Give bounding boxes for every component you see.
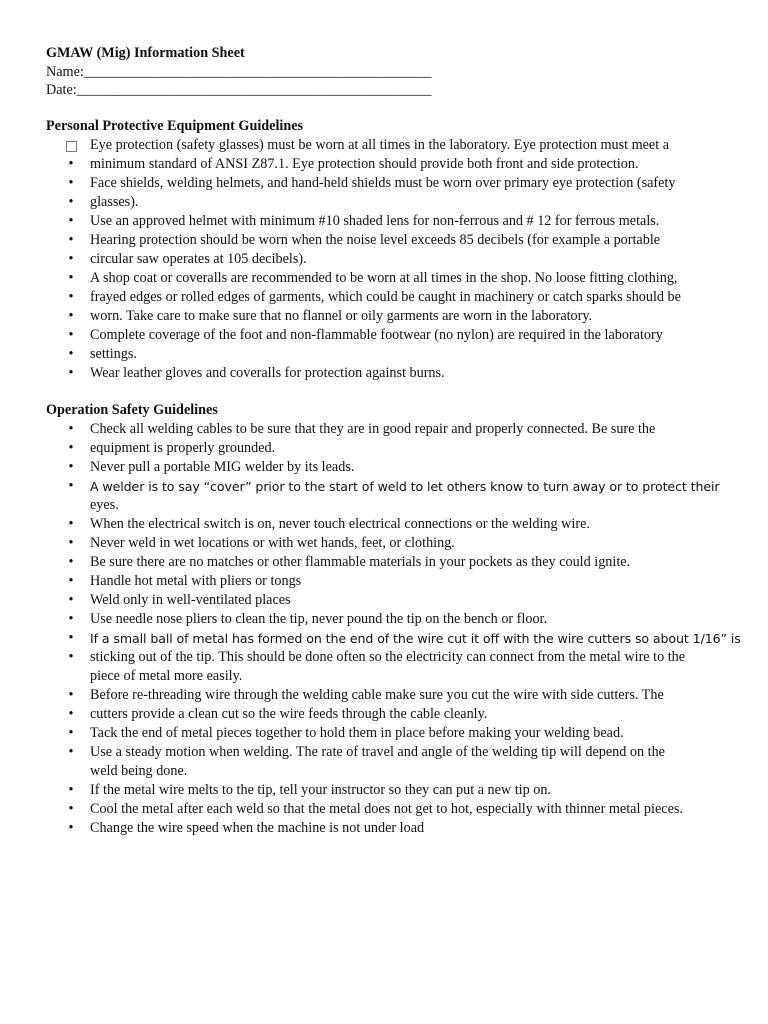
bullet-icon: •	[68, 649, 74, 665]
list-item: piece of metal more easily.	[90, 668, 243, 684]
bullet-icon: •	[68, 459, 74, 475]
bullet-icon: •	[68, 573, 74, 589]
list-item: • equipment is properly grounded.	[46, 439, 736, 458]
date-field-line: Date:__________________________________________________	[46, 82, 432, 98]
list-item: • circular saw operates at 105 decibels).	[46, 250, 736, 269]
ppe-list	[46, 136, 736, 383]
list-item: • Wear leather gloves and coveralls for protection against burns.	[46, 364, 736, 383]
bullet-icon: •	[68, 194, 74, 210]
bullet-icon: •	[68, 801, 74, 817]
list-item: • Be sure there are no matches or other flammable materials in your pockets as they could ignite.	[46, 553, 736, 572]
bullet-icon: •	[68, 554, 74, 570]
list-item: • Face shields, welding helmets, and hand-held shields must be worn over primary eye protection (safety	[46, 174, 736, 193]
bullet-icon: •	[68, 535, 74, 551]
list-item: • Change the wire speed when the machine is not under load	[46, 819, 736, 838]
list-item: • Use a steady motion when welding. The rate of travel and angle of the welding tip will depend on the	[46, 743, 736, 762]
ppe-heading: Personal Protective Equipment Guidelines	[46, 118, 304, 134]
bullet-icon: •	[68, 327, 74, 343]
bullet-icon: •	[68, 630, 74, 646]
bullet-icon: •	[68, 592, 74, 608]
bullet-icon: •	[68, 346, 74, 362]
list-item: • Weld only in well-ventilated places	[46, 591, 736, 610]
operation-heading: Operation Safety Guidelines	[46, 402, 218, 418]
bullet-icon: •	[68, 725, 74, 741]
list-item: • Never weld in wet locations or with wet hands, feet, or clothing.	[46, 534, 736, 553]
bullet-icon: •	[68, 251, 74, 267]
list-item: • Check all welding cables to be sure that they are in good repair and properly connected. Be sure the	[46, 420, 736, 439]
bullet-icon: •	[68, 478, 74, 494]
list-item: • Cool the metal after each weld so that the metal does not get to hot, especially with thinner metal pieces.	[46, 800, 736, 819]
list-item: • sticking out of the tip. This should be done often so the electricity can connect from the metal wire to the	[46, 648, 736, 667]
bullet-icon: •	[68, 516, 74, 532]
list-item: • A shop coat or coveralls are recommended to be worn at all times in the shop. No loose fitting clothing,	[46, 269, 736, 288]
list-item: • worn. Take care to make sure that no flannel or oily garments are worn in the laboratory.	[46, 307, 736, 326]
list-item: • Hearing protection should be worn when the noise level exceeds 85 decibels (for example a portable	[46, 231, 736, 250]
bullet-icon: •	[68, 687, 74, 703]
list-item: • Tack the end of metal pieces together to hold them in place before making your welding bead.	[46, 724, 736, 743]
list-item: eyes.	[90, 497, 119, 513]
list-item: • When the electrical switch is on, never touch electrical connections or the welding wire.	[46, 515, 736, 534]
document-title: GMAW (Mig) Information Sheet	[46, 45, 245, 61]
operation-list	[46, 420, 741, 838]
list-item: • minimum standard of ANSI Z87.1. Eye protection should provide both front and side protection.	[46, 155, 736, 174]
bullet-icon: •	[68, 232, 74, 248]
list-item: • settings.	[46, 345, 736, 364]
list-item: • Handle hot metal with pliers or tongs	[46, 572, 736, 591]
bullet-icon: •	[68, 156, 74, 172]
spacer	[46, 99, 736, 117]
list-item: • If the metal wire melts to the tip, tell your instructor so they can put a new tip on.	[46, 781, 736, 800]
list-item: • glasses).	[46, 193, 736, 212]
bullet-icon: •	[68, 611, 74, 627]
bullet-icon: •	[68, 744, 74, 760]
list-item: • If a small ball of metal has formed on the end of the wire cut it off with the wire cutters so about 1/16” is	[46, 629, 736, 648]
list-item: Eye protection (safety glasses) must be worn at all times in the laboratory. Eye protection must meet a	[46, 136, 736, 155]
list-item: • Use an approved helmet with minimum #10 shaded lens for non-ferrous and # 12 for ferrous metals.	[46, 212, 736, 231]
spacer	[46, 383, 736, 401]
list-item: • A welder is to say “cover” prior to the start of weld to let others know to turn away or to protect their	[46, 477, 736, 496]
list-item: • Before re-threading wire through the welding cable make sure you cut the wire with side cutters. The	[46, 686, 736, 705]
bullet-icon: •	[68, 365, 74, 381]
list-item: • frayed edges or rolled edges of garments, which could be caught in machinery or catch sparks should be	[46, 288, 736, 307]
bullet-icon: •	[68, 820, 74, 836]
list-item: • Use needle nose pliers to clean the tip, never pound the tip on the bench or floor.	[46, 610, 736, 629]
document-page	[46, 44, 741, 838]
bullet-icon: •	[68, 308, 74, 324]
bullet-icon: •	[68, 289, 74, 305]
list-item: weld being done.	[90, 763, 188, 779]
name-field-line: Name:_________________________________________________	[46, 64, 432, 80]
bullet-icon: •	[68, 270, 74, 286]
bullet-icon: •	[68, 421, 74, 437]
list-item: • Complete coverage of the foot and non-flammable footwear (no nylon) are required in the laboratory	[46, 326, 736, 345]
bullet-icon: •	[68, 782, 74, 798]
list-item: • Never pull a portable MIG welder by its leads.	[46, 458, 736, 477]
bullet-icon: •	[68, 440, 74, 456]
bullet-icon: •	[68, 213, 74, 229]
list-item: • cutters provide a clean cut so the wire feeds through the cable cleanly.	[46, 705, 736, 724]
bullet-icon: •	[68, 175, 74, 191]
bullet-icon: •	[68, 706, 74, 722]
